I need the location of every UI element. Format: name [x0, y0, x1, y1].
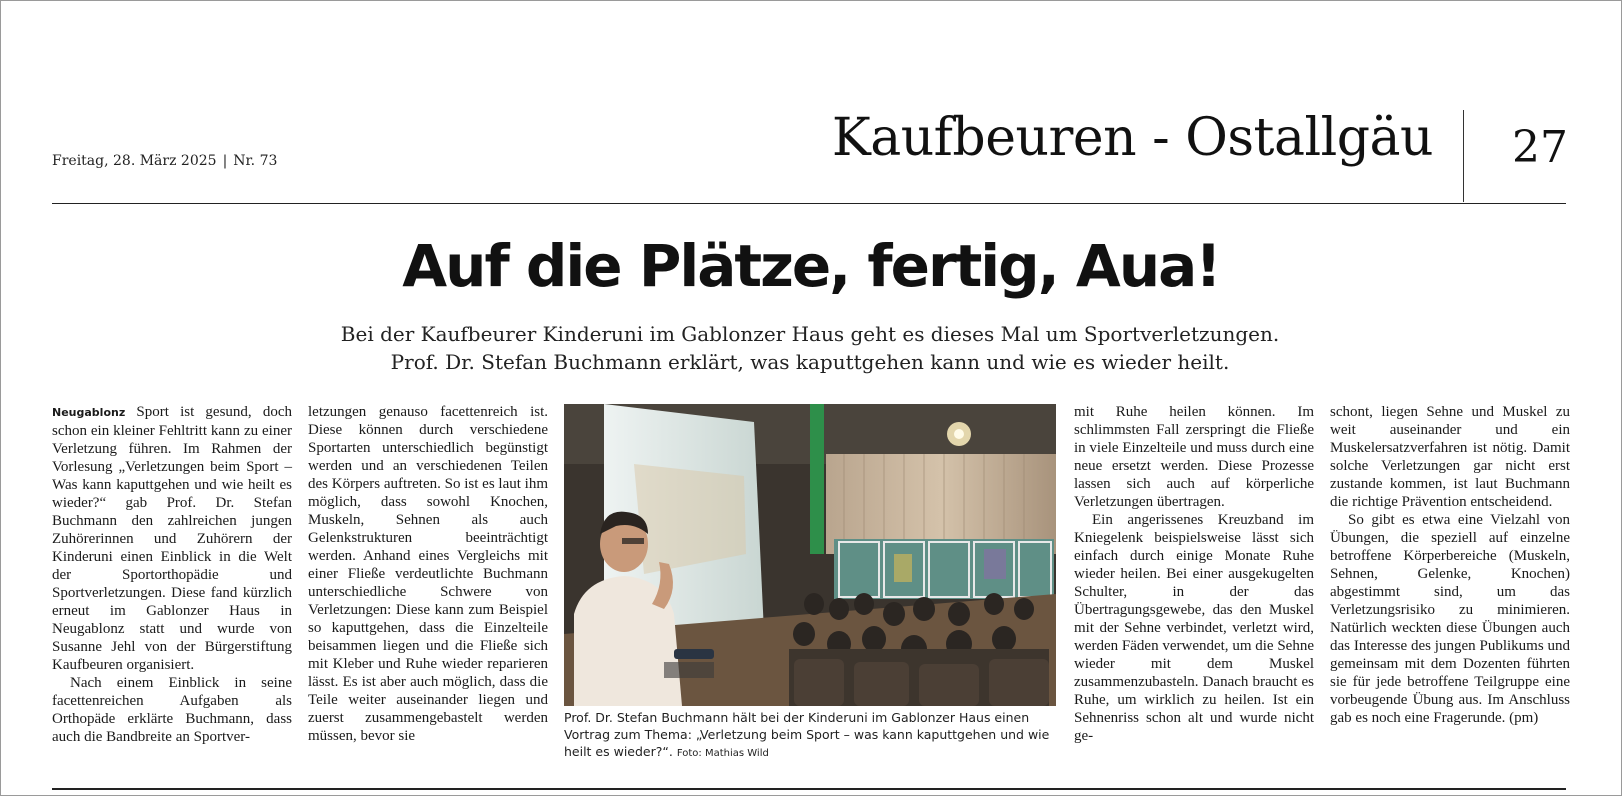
header-divider: [1463, 110, 1464, 202]
photo-credit: Foto: Mathias Wild: [676, 748, 769, 759]
bottom-rule: [52, 788, 1566, 790]
lecture-photo-illustration: [564, 404, 1056, 706]
section-title: Kaufbeuren - Ostallgäu: [831, 108, 1433, 168]
issue-date: Freitag, 28. März 2025: [52, 153, 217, 169]
article-subline: [260, 320, 1360, 376]
article-column-4: [1074, 403, 1314, 745]
paragraph: mit Ruhe heilen können. Im schlimmsten Fall zerspringt die Fließe in viele Einzelteile und muss durch eine neue ersetzt werden. Diese Prozesse lassen sich auch auf körperliche Verletzungen übertragen.: [1074, 404, 1314, 510]
paragraph: Nach einem Einblick in seine facettenreichen Aufgaben als Orthopäde erklärte Buchmann, dass auch die Bandbreite an Sportver-: [52, 675, 292, 745]
caption-text: Prof. Dr. Stefan Buchmann hält bei der Kinderuni im Gablonzer Haus einen Vortrag zum Thema: „Verletzung beim Sport – was kann kaputtgehen und wie heilt es wieder?“.: [564, 710, 1050, 759]
issue-number: Nr. 73: [233, 153, 278, 169]
article-column-2: [308, 403, 548, 745]
date-separator: |: [222, 153, 228, 169]
photo-caption: [564, 709, 1058, 762]
subline-line-1: Bei der Kaufbeurer Kinderuni im Gablonzer Haus geht es dieses Mal um Sportverletzungen.: [340, 322, 1280, 346]
paragraph: schont, liegen Sehne und Muskel zu weit auseinander und ein Muskelersatzverfahren ist nötig. Damit solche Verletzungen gar nicht erst zustande kommen, ist laut Buchmann die richtige Prävention entscheidend.: [1330, 404, 1570, 510]
subline-line-2: Prof. Dr. Stefan Buchmann erklärt, was kaputtgehen kann und wie es wieder heilt.: [390, 350, 1230, 374]
issue-date-line: [52, 153, 277, 169]
page-number: 27: [1512, 122, 1568, 173]
article-headline: Auf die Plätze, fertig, Aua!: [402, 232, 1220, 300]
paragraph: Ein angerissenes Kreuzband im Kniegelenk beispielsweise lässt sich einfach durch einige Monate Ruhe wieder heilen. Bei einer ausgekugelten Schulter, in der das Übertragungsgewebe, das den Muskel mit der Sehne verbindet, verletzt wird, werden Fäden verwendet, um die Sehne wieder mit dem Muskel zusammenzubasteln. Danach braucht es Ruhe, um wirklich zu heilen. Ist ein Sehnenriss schon alt und wurde nicht ge-: [1074, 512, 1314, 744]
paragraph: So gibt es etwa eine Vielzahl von Übungen, die speziell auf einzelne betroffene Körperbereiche (Muskeln, Sehnen, Gelenke, Knochen) abgestimmt sind, um das Verletzungsrisiko zu minimieren. Natürlich weckten diese Übungen auch das Interesse des jungen Publikums und gemeinsam mit dem Dozenten führten sie für jede betroffene Teilgruppe eine vorbeugende Übung aus. Im Anschluss gab es noch eine Fragerunde. (pm): [1330, 512, 1570, 726]
header-rule: [52, 203, 1566, 204]
paragraph: letzungen genauso facettenreich ist. Diese können durch verschiedene Sportarten unterschiedlich begünstigt werden und an verschiedenen Teilen des Körpers auftreten. So ist es laut ihm möglich, dass sowohl Knochen, Muskeln, Sehnen als auch Gelenkstrukturen beeinträchtigt werden. Anhand eines Vergleichs mit einer Fließe verdeutlichte Buchmann unterschiedliche Schwere von Verletzungen: Diese kann zum Beispiel so kaputtgehen, dass die Einzelteile beisammen liegen und die Fließe sich mit Kleber und Ruhe wieder reparieren lässt. Es ist aber auch möglich, dass die Teile weiter auseinander liegen und zuerst zusammengebastelt werden müssen, bevor sie: [308, 404, 548, 744]
dateline: Neugablonz: [52, 406, 126, 419]
paragraph: [52, 403, 292, 674]
article-photo: [564, 404, 1056, 706]
paragraph-text: Sport ist gesund, doch schon ein kleiner Fehltritt kann zu einer Verletzung führen. Im Rahmen der Vorlesung „Verletzungen beim Sport – Was kann kaputtgehen und wie heilt es wieder?“ gab Prof. Dr. Stefan Buchmann den zahlreichen jungen Zuhörerinnen und Zuhörern der Kinderuni einen Einblick in die Welt der Sportorthopädie und Sportverletzungen. Diese fand kürzlich erneut im Gablonzer Haus in Neugablonz statt und wurde von Susanne Jehl von der Bürgerstiftung Kaufbeuren organisiert.: [52, 404, 292, 673]
article-column-1: [52, 403, 292, 746]
article-column-5: [1330, 403, 1570, 727]
